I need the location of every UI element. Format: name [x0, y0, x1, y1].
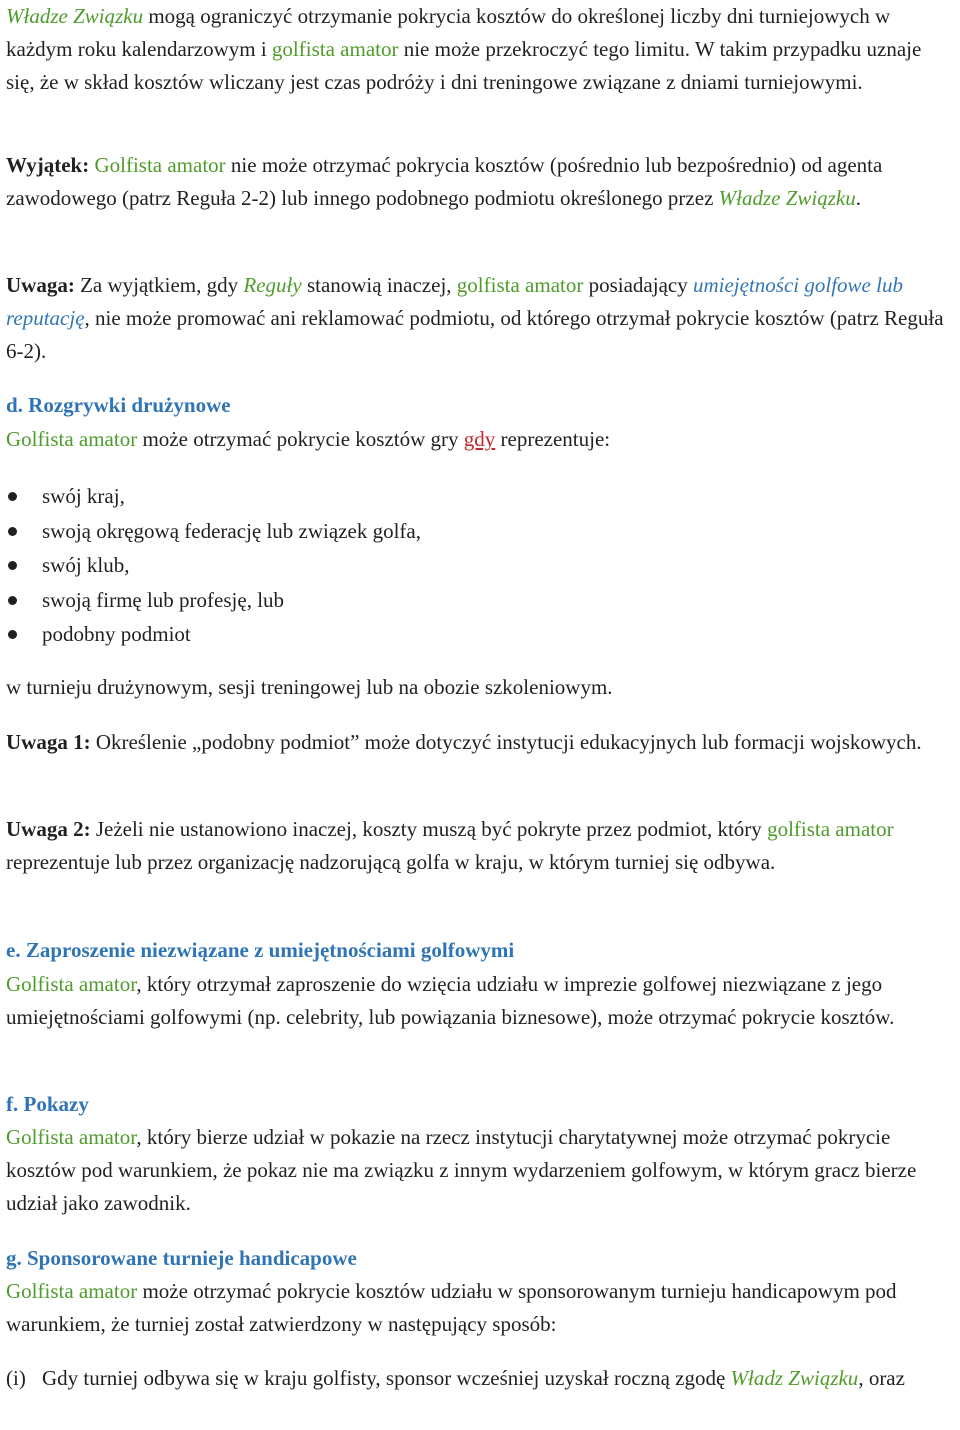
- section-d-after-list: w turnieju drużynowym, sesji treningowej lub na obozie szkoleniowym.: [6, 675, 613, 699]
- note-2-label: Uwaga 2:: [6, 817, 91, 841]
- term-golfista-amator: Golfista amator: [6, 1125, 137, 1149]
- item-text: [6, 1362, 954, 1395]
- item-number: (i): [6, 1366, 26, 1390]
- section-g-heading: g. Sponsorowane turnieje handicapowe: [6, 1246, 357, 1270]
- list-item: [6, 583, 954, 618]
- section-d-heading: d. Rozgrywki drużynowe: [6, 393, 231, 417]
- text: może otrzymać pokrycie kosztów udziału w sponsorowanym turnieju handicapowym pod warunkiem, że turniej został zatwierdzony w następujący sposób:: [6, 1279, 897, 1336]
- section-f-body: [6, 1121, 954, 1220]
- bullet-icon: [8, 527, 17, 536]
- term-golfista-amator: Golfista amator: [6, 1279, 138, 1303]
- section-g-body: [6, 1275, 954, 1341]
- list-item: [6, 479, 954, 514]
- term-wladze-zwiazku: Władze Związku: [718, 186, 856, 210]
- bullet-icon: [8, 492, 17, 501]
- text: reprezentuje:: [495, 427, 611, 451]
- text: , który otrzymał zaproszenie do wzięcia udziału w imprezie golfowej niezwiązane z jego umiejętnościami golfowymi (np. celebrity, lub powiązania biznesowe), może otrzymać pokrycie kosztów.: [6, 972, 895, 1029]
- text: , który bierze udział w pokazie na rzecz instytucji charytatywnej może otrzymać pokrycie kosztów pod warunkiem, że pokaz nie ma związku z innym wydarzeniem golfowym, w którym gracz bierze udział jako zawodnik.: [6, 1125, 917, 1215]
- flagged-word-gdy: gdy: [463, 427, 496, 451]
- representation-list: [6, 479, 954, 652]
- bullet-icon: [8, 630, 17, 639]
- section-g-item-i: [6, 1362, 954, 1395]
- list-item-text: swoją firmę lub profesję, lub: [42, 587, 285, 612]
- paragraph-limit: [6, 0, 954, 99]
- paragraph-exception: [6, 149, 954, 215]
- term-wladz-zwiazku: Władz Związku: [730, 1366, 859, 1390]
- list-item-text: swoją okręgową federację lub związek golfa,: [42, 518, 421, 543]
- paragraph-note: [6, 269, 954, 368]
- term-golfista-amator: Golfista amator: [94, 153, 226, 177]
- section-f-heading: f. Pokazy: [6, 1092, 89, 1116]
- list-item-text: swój kraj,: [42, 484, 125, 508]
- list-item: [6, 617, 954, 652]
- note-label: Uwaga:: [6, 273, 75, 297]
- text: , nie może promować ani reklamować podmiotu, od którego otrzymał pokrycie kosztów (patrz Reguła 6-2).: [6, 306, 944, 363]
- text: Za wyjątkiem, gdy: [74, 273, 244, 297]
- bullet-icon: [8, 561, 17, 570]
- list-item: [6, 514, 954, 549]
- text: nie może otrzymać pokrycia kosztów (pośrednio lub bezpośrednio) od agenta zawodowego (patrz Reguła 2-2) lub innego podobnego podmiotu określonego przez: [6, 153, 883, 210]
- text: może otrzymać pokrycie kosztów gry: [137, 427, 464, 451]
- section-d-note-1: [6, 726, 954, 759]
- text: stanowią inaczej,: [301, 273, 457, 297]
- text: reprezentuje lub przez organizację nadzorującą golfa w kraju, w którym turniej się odbywa.: [6, 850, 776, 874]
- bullet-icon: [8, 596, 17, 605]
- text: nie może przekroczyć tego limitu. W takim przypadku uznaje się, że w skład kosztów wliczany jest czas podróży i dni treningowe związane z dniami turniejowymi.: [6, 37, 922, 94]
- section-d-intro: [6, 423, 954, 456]
- section-e-body: [6, 968, 954, 1034]
- text: posiadający: [583, 273, 693, 297]
- text: , oraz: [858, 1366, 905, 1390]
- term-golfista-amator: Golfista amator: [6, 427, 138, 451]
- section-d-note-2: [6, 813, 954, 879]
- section-e-heading: e. Zaproszenie niezwiązane z umiejętnościami golfowymi: [6, 938, 515, 962]
- text: .: [855, 186, 861, 210]
- term-golfista-amator: golfista amator: [456, 273, 584, 297]
- list-item-text: swój klub,: [42, 553, 130, 577]
- term-golfista-amator: golfista amator: [271, 37, 399, 61]
- text: mogą ograniczyć otrzymanie pokrycia kosztów do określonej liczby dni turniejowych w każdym roku kalendarzowym i: [6, 4, 891, 61]
- term-reguly: Reguły: [243, 273, 302, 297]
- term-umiejetnosci-golfowe: umiejętności golfowe lub reputację: [6, 273, 903, 330]
- term-golfista-amator: Golfista amator: [6, 972, 137, 996]
- list-item: [6, 548, 954, 583]
- text: Gdy turniej odbywa się w kraju golfisty, sponsor wcześniej uzyskał roczną zgodę: [42, 1366, 731, 1390]
- text: Określenie „podobny podmiot” może dotyczyć instytucji edukacyjnych lub formacji wojskowych.: [90, 730, 922, 754]
- exception-label: Wyjątek:: [6, 153, 90, 177]
- note-1-label: Uwaga 1:: [6, 730, 91, 754]
- list-item-text: podobny podmiot: [42, 622, 191, 646]
- term-golfista-amator: golfista amator: [767, 817, 894, 841]
- term-wladze-zwiazku: Władze Związku: [6, 4, 144, 28]
- text: Jeżeli nie ustanowiono inaczej, koszty muszą być pokryte przez podmiot, który: [90, 817, 768, 841]
